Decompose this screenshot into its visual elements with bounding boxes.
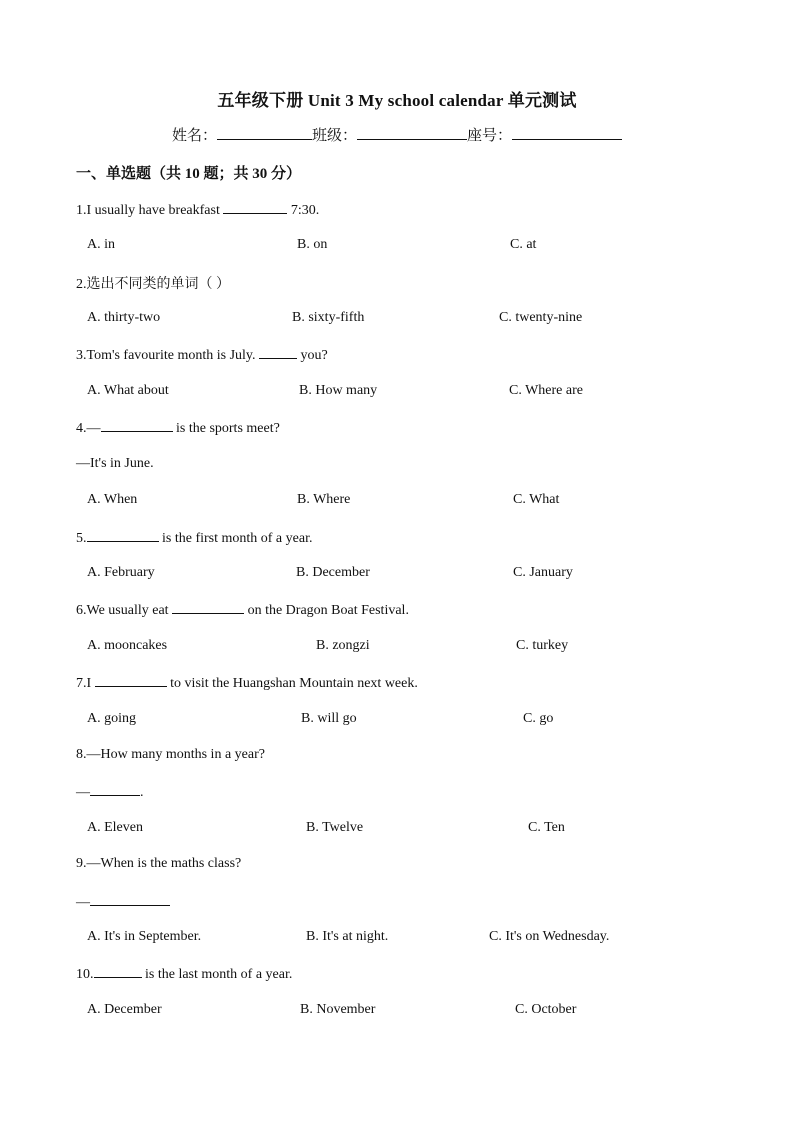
option-b[interactable]: B. on: [297, 237, 328, 252]
seat-blank[interactable]: [512, 126, 622, 140]
question-1: 1.I usually have breakfast 7:30.: [76, 203, 320, 218]
option-c[interactable]: C. October: [515, 1002, 577, 1017]
section-title: 一、单选题（共 10 题；共 30 分）: [76, 166, 302, 182]
question-8: 8.—How many months in a year?: [76, 747, 265, 762]
class-blank[interactable]: [357, 126, 467, 140]
question-6: 6.We usually eat on the Dragon Boat Festival.: [76, 603, 409, 618]
option-a[interactable]: A. February: [87, 565, 155, 580]
answer-blank[interactable]: [90, 783, 140, 796]
option-c[interactable]: C. It's on Wednesday.: [489, 929, 610, 944]
option-a[interactable]: A. Eleven: [87, 820, 143, 835]
option-c[interactable]: C. Where are: [509, 383, 583, 398]
question-9: 9.—When is the maths class?: [76, 856, 242, 871]
question-2: 2.选出不同类的单词（ ）: [76, 277, 230, 292]
question-4-reply: —It's in June.: [76, 456, 154, 471]
option-b[interactable]: B. It's at night.: [306, 929, 389, 944]
option-c[interactable]: C. Ten: [528, 820, 565, 835]
answer-blank[interactable]: [87, 529, 159, 542]
option-a[interactable]: A. December: [87, 1002, 162, 1017]
question-7: 7.I to visit the Huangshan Mountain next week.: [76, 676, 418, 691]
option-c[interactable]: C. What: [513, 492, 560, 507]
option-b[interactable]: B. How many: [299, 383, 378, 398]
answer-blank[interactable]: [223, 201, 287, 214]
option-b[interactable]: B. will go: [301, 711, 357, 726]
option-c[interactable]: C. turkey: [516, 638, 569, 653]
class-label: 班级：: [311, 128, 357, 144]
answer-blank[interactable]: [95, 674, 167, 687]
option-a[interactable]: A. mooncakes: [87, 638, 168, 653]
question-8-reply: — .: [76, 785, 144, 800]
option-b[interactable]: B. December: [296, 565, 370, 580]
answer-blank[interactable]: [94, 965, 142, 978]
option-a[interactable]: A. What about: [87, 383, 169, 398]
question-4: 4.— is the sports meet?: [76, 421, 280, 436]
option-b[interactable]: B. November: [300, 1002, 376, 1017]
option-c[interactable]: C. go: [523, 711, 554, 726]
question-10: 10. is the last month of a year.: [76, 967, 293, 982]
option-b[interactable]: B. Twelve: [306, 820, 364, 835]
answer-blank[interactable]: [259, 346, 297, 359]
question-9-reply: —: [76, 893, 170, 911]
option-a[interactable]: A. going: [87, 711, 136, 726]
name-blank[interactable]: [217, 126, 312, 140]
option-a[interactable]: A. When: [87, 492, 138, 507]
seat-label: 座号：: [467, 128, 513, 144]
question-3: 3.Tom's favourite month is July. you?: [76, 348, 328, 363]
name-label: 姓名：: [171, 128, 217, 144]
option-c[interactable]: C. twenty-nine: [499, 310, 583, 325]
question-5: 5. is the first month of a year.: [76, 531, 313, 546]
option-b[interactable]: B. zongzi: [316, 638, 370, 653]
student-info-line: [0, 124, 794, 145]
option-a[interactable]: A. thirty-two: [87, 310, 161, 325]
option-c[interactable]: C. January: [513, 565, 573, 580]
answer-blank[interactable]: [90, 893, 170, 906]
answer-blank[interactable]: [101, 419, 173, 432]
answer-blank[interactable]: [172, 601, 244, 614]
page-title: 五年级下册 Unit 3 My school calendar 单元测试: [217, 91, 577, 110]
option-b[interactable]: B. sixty-fifth: [292, 310, 365, 325]
option-c[interactable]: C. at: [510, 237, 537, 252]
option-a[interactable]: A. It's in September.: [87, 929, 202, 944]
option-b[interactable]: B. Where: [297, 492, 351, 507]
option-a[interactable]: A. in: [87, 237, 115, 252]
